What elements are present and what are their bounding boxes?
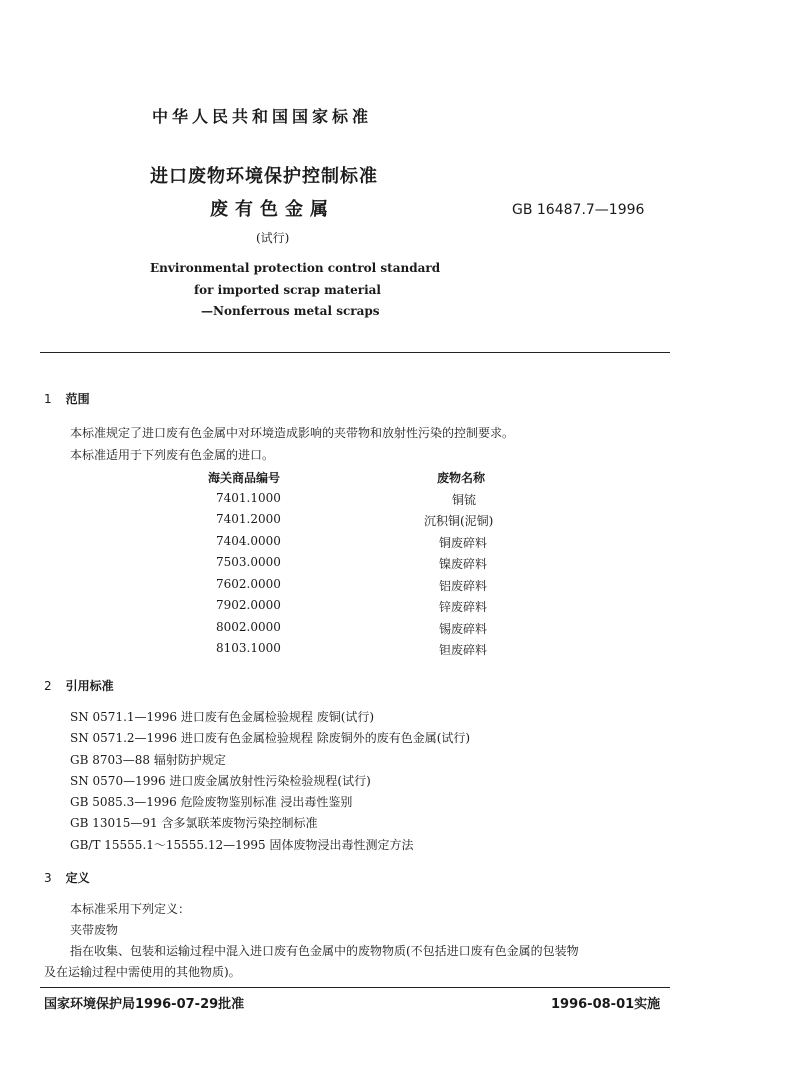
header-divider [40, 352, 670, 353]
table-header-name: 废物名称 [437, 471, 486, 485]
table-cell-name: 铝废碎料 [439, 579, 488, 593]
reference-item: SN 0571.2—1996 进口废有色金属检验规程 除废铜外的废有色金属(试行) [70, 731, 471, 745]
trial-note: (试行) [256, 231, 290, 245]
standard-code: GB 16487.7—1996 [512, 202, 645, 218]
section-3-paragraph-1: 本标准采用下列定义： [70, 902, 191, 916]
table-cell-name: 锡废碎料 [439, 622, 488, 636]
table-cell-code: 8103.1000 [216, 641, 281, 655]
section-1-title: 范围 [65, 392, 90, 406]
table-cell-name: 铜废碎料 [439, 536, 488, 550]
section-1-number: 1 [44, 392, 52, 406]
definition-text-line1: 指在收集、包装和运输过程中混入进口废有色金属中的废物物质(不包括进口废有色金属的包装物 [70, 944, 579, 958]
table-cell-code: 8002.0000 [216, 620, 281, 634]
table-cell-name: 钽废碎料 [439, 643, 488, 657]
table-cell-name: 沉积铜(泥铜) [424, 514, 494, 528]
reference-item: GB 8703—88 辐射防护规定 [70, 753, 226, 767]
section-2-number: 2 [44, 679, 52, 693]
reference-item: SN 0571.1—1996 进口废有色金属检验规程 废铜(试行) [70, 710, 375, 724]
issuing-body: 中华人民共和国国家标准 [152, 107, 373, 126]
table-header-code: 海关商品编号 [208, 471, 281, 485]
reference-item: GB 13015—91 含多氯联苯废物污染控制标准 [70, 816, 318, 830]
reference-item: SN 0570—1996 进口废金属放射性污染检验规程(试行) [70, 774, 371, 788]
section-3-title: 定义 [65, 871, 90, 885]
table-cell-code: 7401.1000 [216, 491, 281, 505]
section-1-heading [44, 390, 90, 407]
section-1-paragraph-1: 本标准规定了进口废有色金属中对环境造成影响的夹带物和放射性污染的控制要求。 [70, 426, 515, 440]
section-1-paragraph-2: 本标准适用于下列废有色金属的进口。 [70, 448, 275, 462]
table-cell-code: 7503.0000 [216, 555, 281, 569]
effective-date: 1996-08-01实施 [551, 997, 661, 1012]
document-title: 进口废物环境保护控制标准 [150, 166, 378, 187]
reference-item: GB 5085.3—1996 危险废物鉴别标准 浸出毒性鉴别 [70, 795, 353, 809]
definition-term: 夹带废物 [70, 923, 119, 937]
table-cell-code: 7404.0000 [216, 534, 281, 548]
footer-divider [40, 987, 670, 988]
section-3-number: 3 [44, 871, 52, 885]
table-cell-name: 锌废碎料 [439, 600, 488, 614]
table-cell-name: 镍废碎料 [439, 557, 488, 571]
document-subtitle: 废有色金属 [210, 199, 335, 220]
table-cell-name: 铜锍 [452, 493, 477, 507]
english-title-line3: —Nonferrous metal scraps [201, 304, 380, 318]
table-cell-code: 7602.0000 [216, 577, 281, 591]
english-title-line2: for imported scrap material [194, 283, 381, 297]
table-cell-code: 7401.2000 [216, 512, 281, 526]
section-3-heading [44, 869, 90, 886]
approval-date: 国家环境保护局1996-07-29批准 [44, 997, 245, 1012]
english-title-line1: Environmental protection control standard [150, 261, 441, 275]
table-cell-code: 7902.0000 [216, 598, 281, 612]
definition-text-line2: 及在运输过程中需使用的其他物质)。 [44, 965, 241, 979]
section-2-title: 引用标准 [65, 679, 114, 693]
reference-item: GB/T 15555.1～15555.12—1995 固体废物浸出毒性测定方法 [70, 838, 414, 852]
section-2-heading [44, 677, 114, 694]
